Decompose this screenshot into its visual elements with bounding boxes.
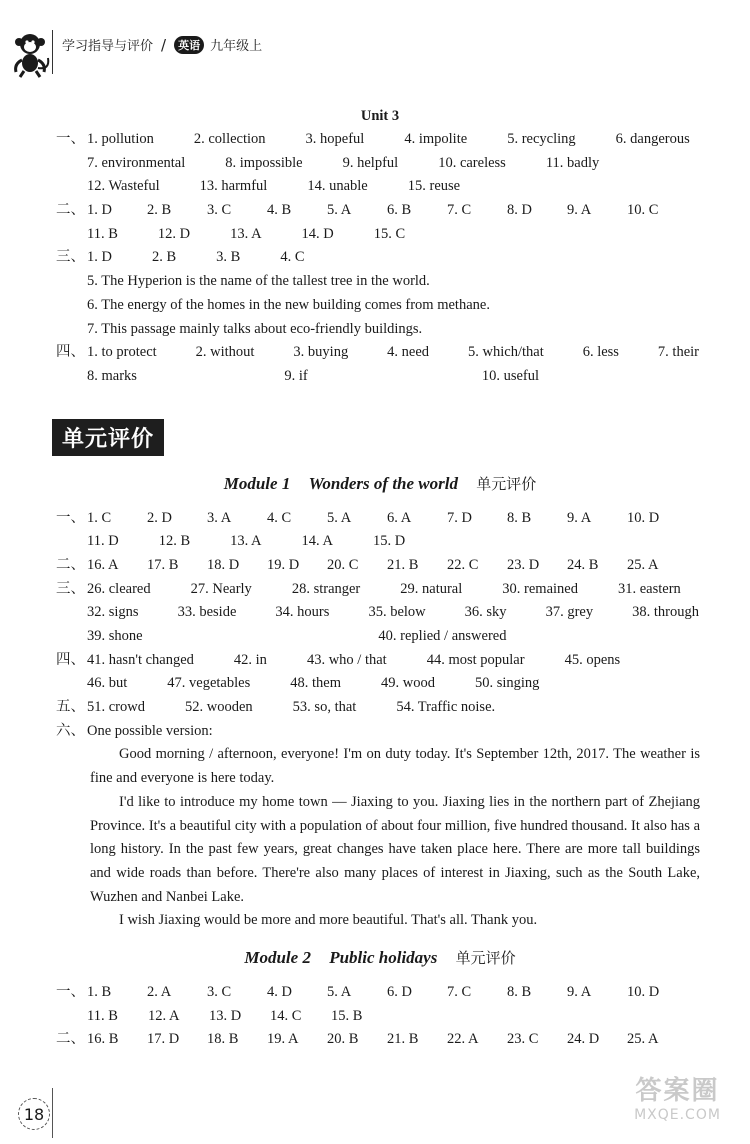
answer-item: 47. vegetables [167,675,251,692]
answer-item: 11. badly [545,154,600,171]
answer-row [56,696,700,720]
answer-item: 25. A [627,1031,659,1048]
answer-item: 7. C [447,984,472,1001]
answer-item: 48. them [290,675,341,692]
answer-item: 29. natural [400,580,463,597]
answer-item: 11. D [87,533,119,550]
header-divider [52,30,53,74]
answer-item: 26. cleared [87,580,151,597]
answer-item: 5. recycling [507,131,576,147]
answer-item: 7. environmental [87,154,186,171]
answer-item: 24. B [567,556,599,573]
answer-item: 10. C [627,202,659,219]
answer-item: 3. C [207,202,232,219]
answer-item: 4. impolite [404,131,468,147]
answer-item: 18. D [207,556,240,573]
answer-item: 1. pollution [87,131,154,147]
answer-item: 32. signs [87,604,139,621]
answer-row [56,199,700,223]
answer-item: 15. reuse [407,178,461,195]
unit3-title: Unit 3 [360,108,400,124]
answer-item: 5. A [327,202,352,219]
answer-item: 5. A [327,984,352,1001]
answer-item: 43. who / that [306,651,387,668]
module2-name: Public holidays [329,948,438,968]
answer-item: 25. A [627,556,659,573]
section-banner: 单元评价 [52,419,164,456]
answer-row [60,152,700,176]
answer-row [60,625,700,649]
answer-row [56,1028,700,1052]
question-number: 一、 [56,131,85,147]
answer-item: 41. hasn't changed [87,651,194,668]
answer-item: 17. D [147,1031,180,1048]
answer-row [56,578,700,602]
module2-cn: 单元评价 [455,949,516,968]
answer-item: 39. shone [87,628,143,644]
module2-label: Module 2 [244,948,311,968]
answer-item: 2. collection [193,131,266,147]
answer-item: 28. stranger [291,580,361,597]
answer-item: 37. grey [545,604,594,621]
answer-item: 31. eastern [617,580,681,597]
answer-item: 21. B [387,556,419,573]
answer-item: 30. remained [502,580,578,597]
answer-item: 12. B [158,533,191,550]
answer-item: 20. B [327,1031,359,1048]
watermark [610,1070,745,1140]
answer-item: 6. The energy of the homes in the new building comes from methane. [87,296,490,313]
answer-item: 13. D [209,1007,242,1024]
answer-item: 15. B [331,1007,363,1024]
answer-item: 34. hours [275,604,330,621]
answer-item: 1. B [87,984,112,1001]
question-number: 二、 [56,202,85,219]
grade-label: 九年级上 [210,39,263,54]
answer-item: 9. A [567,984,592,1001]
answer-item: 4. D [267,984,292,1001]
essay-paragraph: Good morning / afternoon, everyone! I'm on duty today. It's September 12th, 2017. The weather is fine and everyone is here today. [90,746,700,787]
module1-label: Module 1 [223,473,291,493]
answer-item: 9. helpful [342,154,399,171]
answer-item: 7. D [447,509,472,526]
answer-row [56,720,700,744]
essay-paragraph: I'd like to introduce my home town — Jiaxing to you. Jiaxing lies in the northern part of Zhejiang Province. It's a beautiful city with a population of about four million, five hundred thousand. It also has a long history. In the past few years, great changes have taken place here. There are more tall buildings and wide roads than before. There're also many places of interest in Jiaxing, such as the South Lake, Wuzhen and Nanbei Lake. [90,793,700,905]
answer-item: 3. hopeful [305,131,365,147]
answer-item: One possible version: [87,722,213,739]
answer-item: 3. B [216,249,241,266]
answer-item: 7. their [657,344,699,361]
answer-item: 13. harmful [199,178,268,195]
answer-item: 9. A [567,202,592,219]
answer-item: 49. wood [380,675,435,692]
question-number: 四、 [56,651,85,668]
answer-item: 10. D [627,509,660,526]
answer-item: 15. C [373,225,406,242]
answer-item: 11. B [87,225,118,242]
answer-item: 51. crowd [87,699,145,716]
answer-row [60,223,700,247]
question-number: 五、 [56,699,85,716]
answer-item: 10. careless [438,154,506,171]
answer-row [56,341,700,365]
essay-paragraph: I wish Jiaxing would be more and more beautiful. That's all. Thank you. [119,912,538,929]
answer-item: 8. B [507,509,532,526]
answer-item: 22. C [447,556,479,573]
answer-item: 33. beside [177,604,237,621]
answer-item: 36. sky [464,604,507,621]
answer-item: 1. to protect [87,344,157,361]
answer-item: 1. D [87,249,112,266]
watermark-logo-text: 答案圈 [635,1076,720,1106]
question-number: 二、 [56,556,85,573]
footer-divider [52,1088,53,1138]
answer-item: 4. C [280,249,305,266]
answer-item: 3. buying [293,344,349,361]
answer-item: 5. A [327,509,352,526]
answer-item: 19. D [267,556,300,573]
answer-row [60,318,700,342]
answer-row [56,981,700,1005]
answer-item: 8. D [507,202,532,219]
answer-item: 7. This passage mainly talks about eco-friendly buildings. [87,320,423,337]
answer-row [60,294,700,318]
answer-item: 7. C [447,202,472,219]
answer-row [56,246,700,270]
answer-item: 54. Traffic noise. [396,699,496,716]
answer-row [56,554,700,578]
page-header [0,0,750,80]
module1-essay [60,743,700,933]
answer-row [56,649,700,673]
answer-item: 21. B [387,1031,419,1048]
answer-item: 16. A [87,556,119,573]
answer-item: 4. C [267,509,292,526]
answer-item: 14. D [301,225,334,242]
question-number: 一、 [56,509,85,526]
answer-item: 3. C [207,984,232,1001]
answer-item: 14. C [270,1007,302,1024]
watermark-url: MXQE.COM [634,1107,721,1123]
answer-item: 18. B [207,1031,239,1048]
answer-item: 2. without [195,344,255,361]
answer-item: 6. B [387,202,412,219]
answer-row [60,270,700,294]
module2-title [60,943,700,981]
answer-item: 12. Wasteful [87,178,160,195]
answer-row [60,1005,700,1029]
answer-item: 6. D [387,984,412,1001]
answer-item: 6. dangerous [615,131,690,147]
answer-item: 10. D [627,984,660,1001]
answer-item: 24. D [567,1031,600,1048]
question-number: 四、 [56,344,85,361]
answer-item: 15. D [372,533,406,550]
answer-item: 40. replied / answered [378,628,507,644]
module2-answers [56,981,700,1052]
answer-item: 4. B [267,202,292,219]
answer-item: 19. A [267,1031,299,1048]
answer-item: 11. B [87,1007,118,1024]
answer-item: 2. D [147,509,172,526]
answer-item: 2. B [147,202,172,219]
answer-item: 45. opens [564,651,621,668]
answer-item: 1. C [87,509,112,526]
page-content [56,104,700,1052]
answer-item: 14. A [301,533,333,550]
question-number: 一、 [56,984,85,1001]
header-slash: / [161,35,167,54]
question-number: 二、 [56,1031,85,1048]
answer-item: 2. B [151,249,177,266]
answer-item: 20. C [327,556,359,573]
module1-cn: 单元评价 [476,474,537,493]
page-number: 18 [18,1098,50,1130]
answer-item: 44. most popular [426,651,525,668]
answer-item: 10. useful [481,367,540,384]
answer-item: 14. unable [307,178,368,195]
module1-name: Wonders of the world [308,473,458,493]
question-number: 三、 [56,580,85,597]
answer-item: 5. which/that [468,344,544,361]
book-title: 学习指导与评价 [62,39,154,54]
answer-row [60,175,700,199]
module1-title [60,469,700,507]
answer-item: 52. wooden [185,699,253,716]
module1-answers [56,507,700,744]
answer-item: 3. A [207,509,232,526]
answer-item: 35. below [368,604,426,621]
answer-item: 1. D [87,202,112,219]
section-banner-wrap [60,389,700,469]
answer-item: 17. B [147,556,179,573]
question-number: 三、 [56,249,85,266]
answer-row [56,128,700,152]
answer-item: 38. through [632,604,699,621]
answer-item: 50. singing [474,675,540,692]
answer-item: 12. D [157,225,191,242]
answer-item: 23. D [507,556,540,573]
unit3-answers [56,128,700,389]
answer-item: 13. A [230,533,262,550]
question-number: 六、 [56,722,85,739]
answer-item: 53. so, that [292,699,357,716]
answer-item: 4. need [387,344,430,361]
answer-item: 23. C [507,1031,539,1048]
answer-item: 8. B [507,984,532,1001]
answer-item: 8. marks [87,367,137,384]
answer-row [60,601,700,625]
answer-item: 2. A [147,984,172,1001]
answer-item: 46. but [87,675,128,692]
answer-item: 5. The Hyperion is the name of the tallest tree in the world. [87,273,430,290]
answer-item: 6. A [387,509,412,526]
answer-item: 12. A [148,1007,180,1024]
answer-item: 16. B [87,1031,119,1048]
answer-item: 27. Nearly [190,580,252,597]
subject-badge: 英语 [174,36,204,54]
answer-item: 22. A [447,1031,479,1048]
answer-item: 9. A [567,509,592,526]
answer-item: 9. if [284,367,308,384]
answer-item: 6. less [582,344,619,361]
answer-row [60,365,700,389]
monkey-mascot-icon [10,30,52,78]
answer-row [60,672,700,696]
answer-item: 13. A [230,225,262,242]
header-text [62,35,262,54]
answer-row [60,530,700,554]
answer-row [56,507,700,531]
answer-item: 8. impossible [225,154,303,171]
answer-item: 42. in [233,651,267,668]
